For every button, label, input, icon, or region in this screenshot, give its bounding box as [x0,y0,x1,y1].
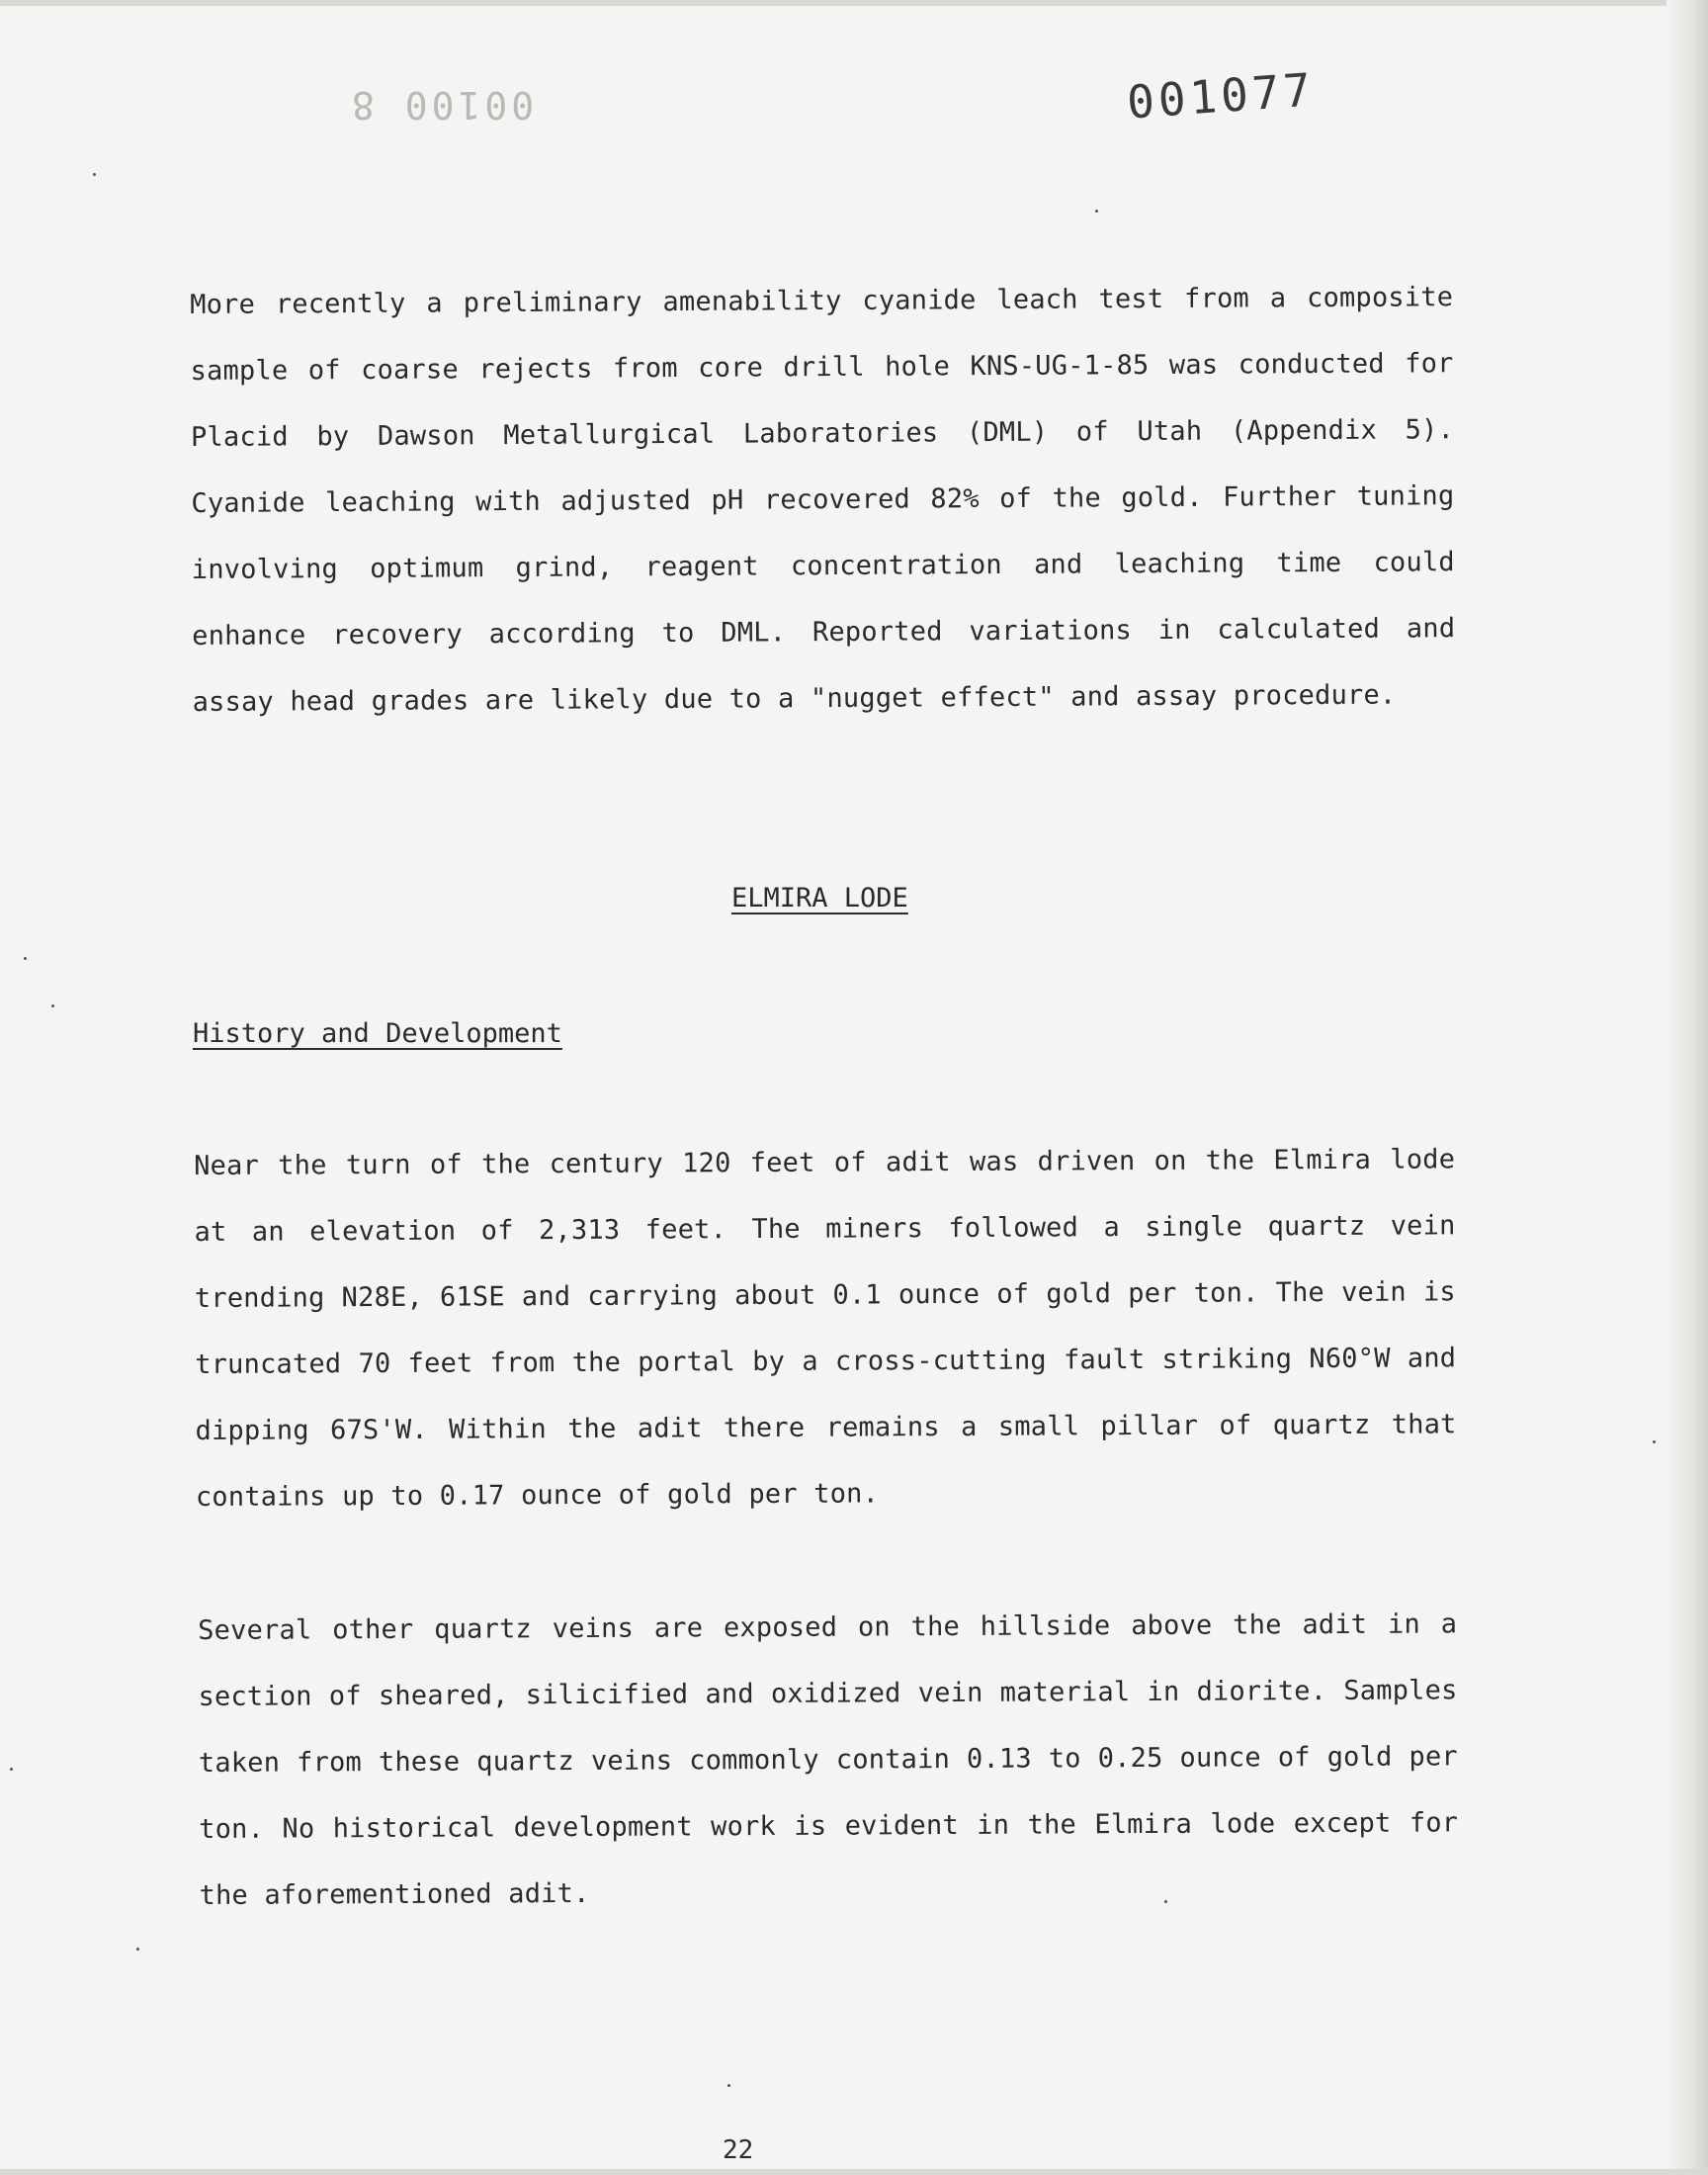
page-stamp-number: 001077 [1125,62,1317,130]
page-bottom-edge [0,2169,1708,2175]
scan-speck [93,173,96,176]
scan-speck [727,2084,730,2087]
scan-speck [1653,1440,1656,1443]
page-top-edge [0,0,1708,6]
paragraph-adit-history: Near the turn of the century 120 feet of adit was driven on the Elmira lode at an elevation of 2,313 feet. The miners followed a single quartz vein trending N28E, 61SE and carrying about 0.1 ounce of gold per ton. The vein is truncated 70 feet from the portal by a cross-cutting fault striking N60°W and dipping 67S'W. Within the adit there remains a small pillar of quartz that contains up to 0.17 ounce of gold per ton. [194,1144,1457,1513]
scan-speck [136,1948,139,1951]
scan-speck [1095,210,1098,213]
scan-speck [51,1004,54,1007]
section-heading: ELMIRA LODE [731,883,908,914]
paragraph-quartz-veins: Several other quartz veins are exposed on the hillside above the adit in a section of sheared, silicified and oxidized vein material in diorite. Samples taken from these quartz veins commonly contain 0.13 to 0.25 ounce of gold per ton. No historical development work is evident in the Elmira lode except for the aforementioned adit. [198,1609,1459,1911]
scan-speck [1164,1900,1167,1903]
page-right-edge [1666,0,1708,2175]
scan-speck [24,957,27,960]
subheading-history: History and Development [193,1018,562,1049]
page-number: 22 [723,2135,754,2165]
faded-page-stamp: 00100 8 [348,83,535,127]
scan-speck [10,1768,13,1771]
paragraph-leach-test: More recently a preliminary amenability cyanide leach test from a composite sample of coarse rejects from core drill hole KNS-UG-1-85 was conducted for Placid by Dawson Metallurgical Laboratories (DML) of Utah (Appendix 5). Cyanide leaching with adjusted pH recovered 82% of the gold. Further tuning involving optimum grind, reagent concentration and leaching time could enhance recovery according to DML. Reported variations in calculated and assay head grades are likely due to a "nugget effect" and assay procedure. [190,282,1456,718]
